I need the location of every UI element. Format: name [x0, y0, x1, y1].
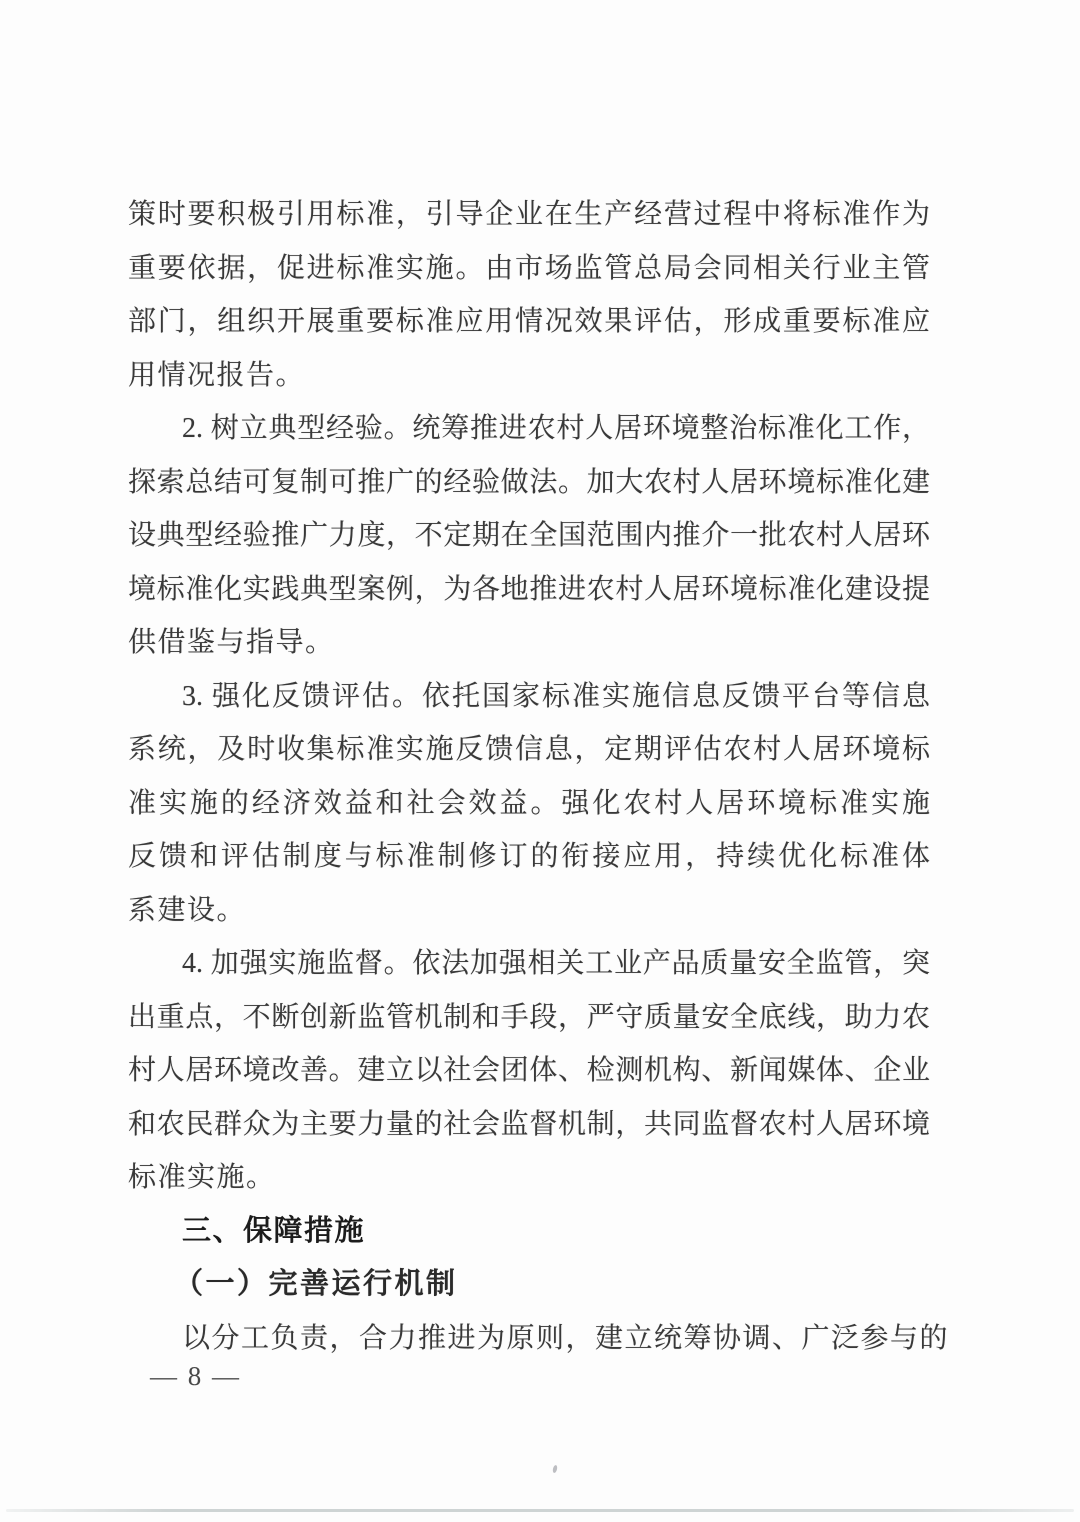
text-line: 和农民群众为主要力量的社会监督机制，共同监督农村人居环境 — [128, 1108, 930, 1140]
document-text-block — [128, 188, 950, 1365]
scan-bottom-edge-artifact — [6, 1509, 1074, 1512]
page-number: — 8 — — [150, 1361, 241, 1391]
text-line: 出重点，不断创新监管机制和手段，严守质量安全底线，助力农 — [128, 1001, 930, 1033]
text-line: 境标准化实践典型案例，为各地推进农村人居环境标准化建设提 — [128, 573, 930, 605]
text-line: 4. 加强实施监督。依法加强相关工业产品质量安全监管，突 — [182, 948, 930, 979]
scan-speck-artifact — [552, 1465, 558, 1474]
text-line: 村人居环境改善。建立以社会团体、检测机构、新闻媒体、企业 — [128, 1055, 930, 1086]
text-line: 策时要积极引用标准，引导企业在生产经营过程中将标准作为 — [128, 199, 930, 230]
paragraph — [128, 937, 930, 1205]
paragraph — [128, 402, 930, 670]
text-line: 以分工负责，合力推进为原则，建立统筹协调、广泛参与的 — [182, 1322, 950, 1354]
text-line: 探索总结可复制可推广的经验做法。加大农村人居环境标准化建 — [128, 466, 930, 498]
paragraph — [128, 670, 930, 938]
text-line: 2. 树立典型经验。统筹推进农村人居环境整治标准化工作， — [182, 413, 930, 444]
text-line: 系统，及时收集标准实施反馈信息，定期评估农村人居环境标 — [128, 734, 930, 765]
section — [128, 1205, 930, 1259]
text-line: 重要依据，促进标准实施。由市场监管总局会同相关行业主管 — [128, 252, 930, 284]
paragraph — [128, 1312, 950, 1366]
text-line: 部门，组织开展重要标准应用情况效果评估，形成重要标准应 — [128, 306, 930, 337]
text-line: 供借鉴与指导。 — [128, 627, 335, 658]
text-line: 反馈和评估制度与标准制修订的衔接应用，持续优化标准体 — [128, 841, 930, 872]
text-line: 标准实施。 — [128, 1162, 276, 1193]
text-line: 系建设。 — [128, 894, 247, 926]
text-line: 准实施的经济效益和社会效益。强化农村人居环境标准实施 — [128, 787, 930, 819]
text-line: 设典型经验推广力度，不定期在全国范围内推介一批农村人居环 — [128, 520, 930, 551]
section — [128, 1258, 930, 1312]
section-heading: 三、保障措施 — [182, 1214, 366, 1247]
paragraph — [128, 188, 930, 402]
text-line: 用情况报告。 — [128, 359, 306, 391]
text-line: 3. 强化反馈评估。依托国家标准实施信息反馈平台等信息 — [182, 680, 930, 712]
subsection-heading: （一）完善运行机制 — [174, 1268, 458, 1300]
